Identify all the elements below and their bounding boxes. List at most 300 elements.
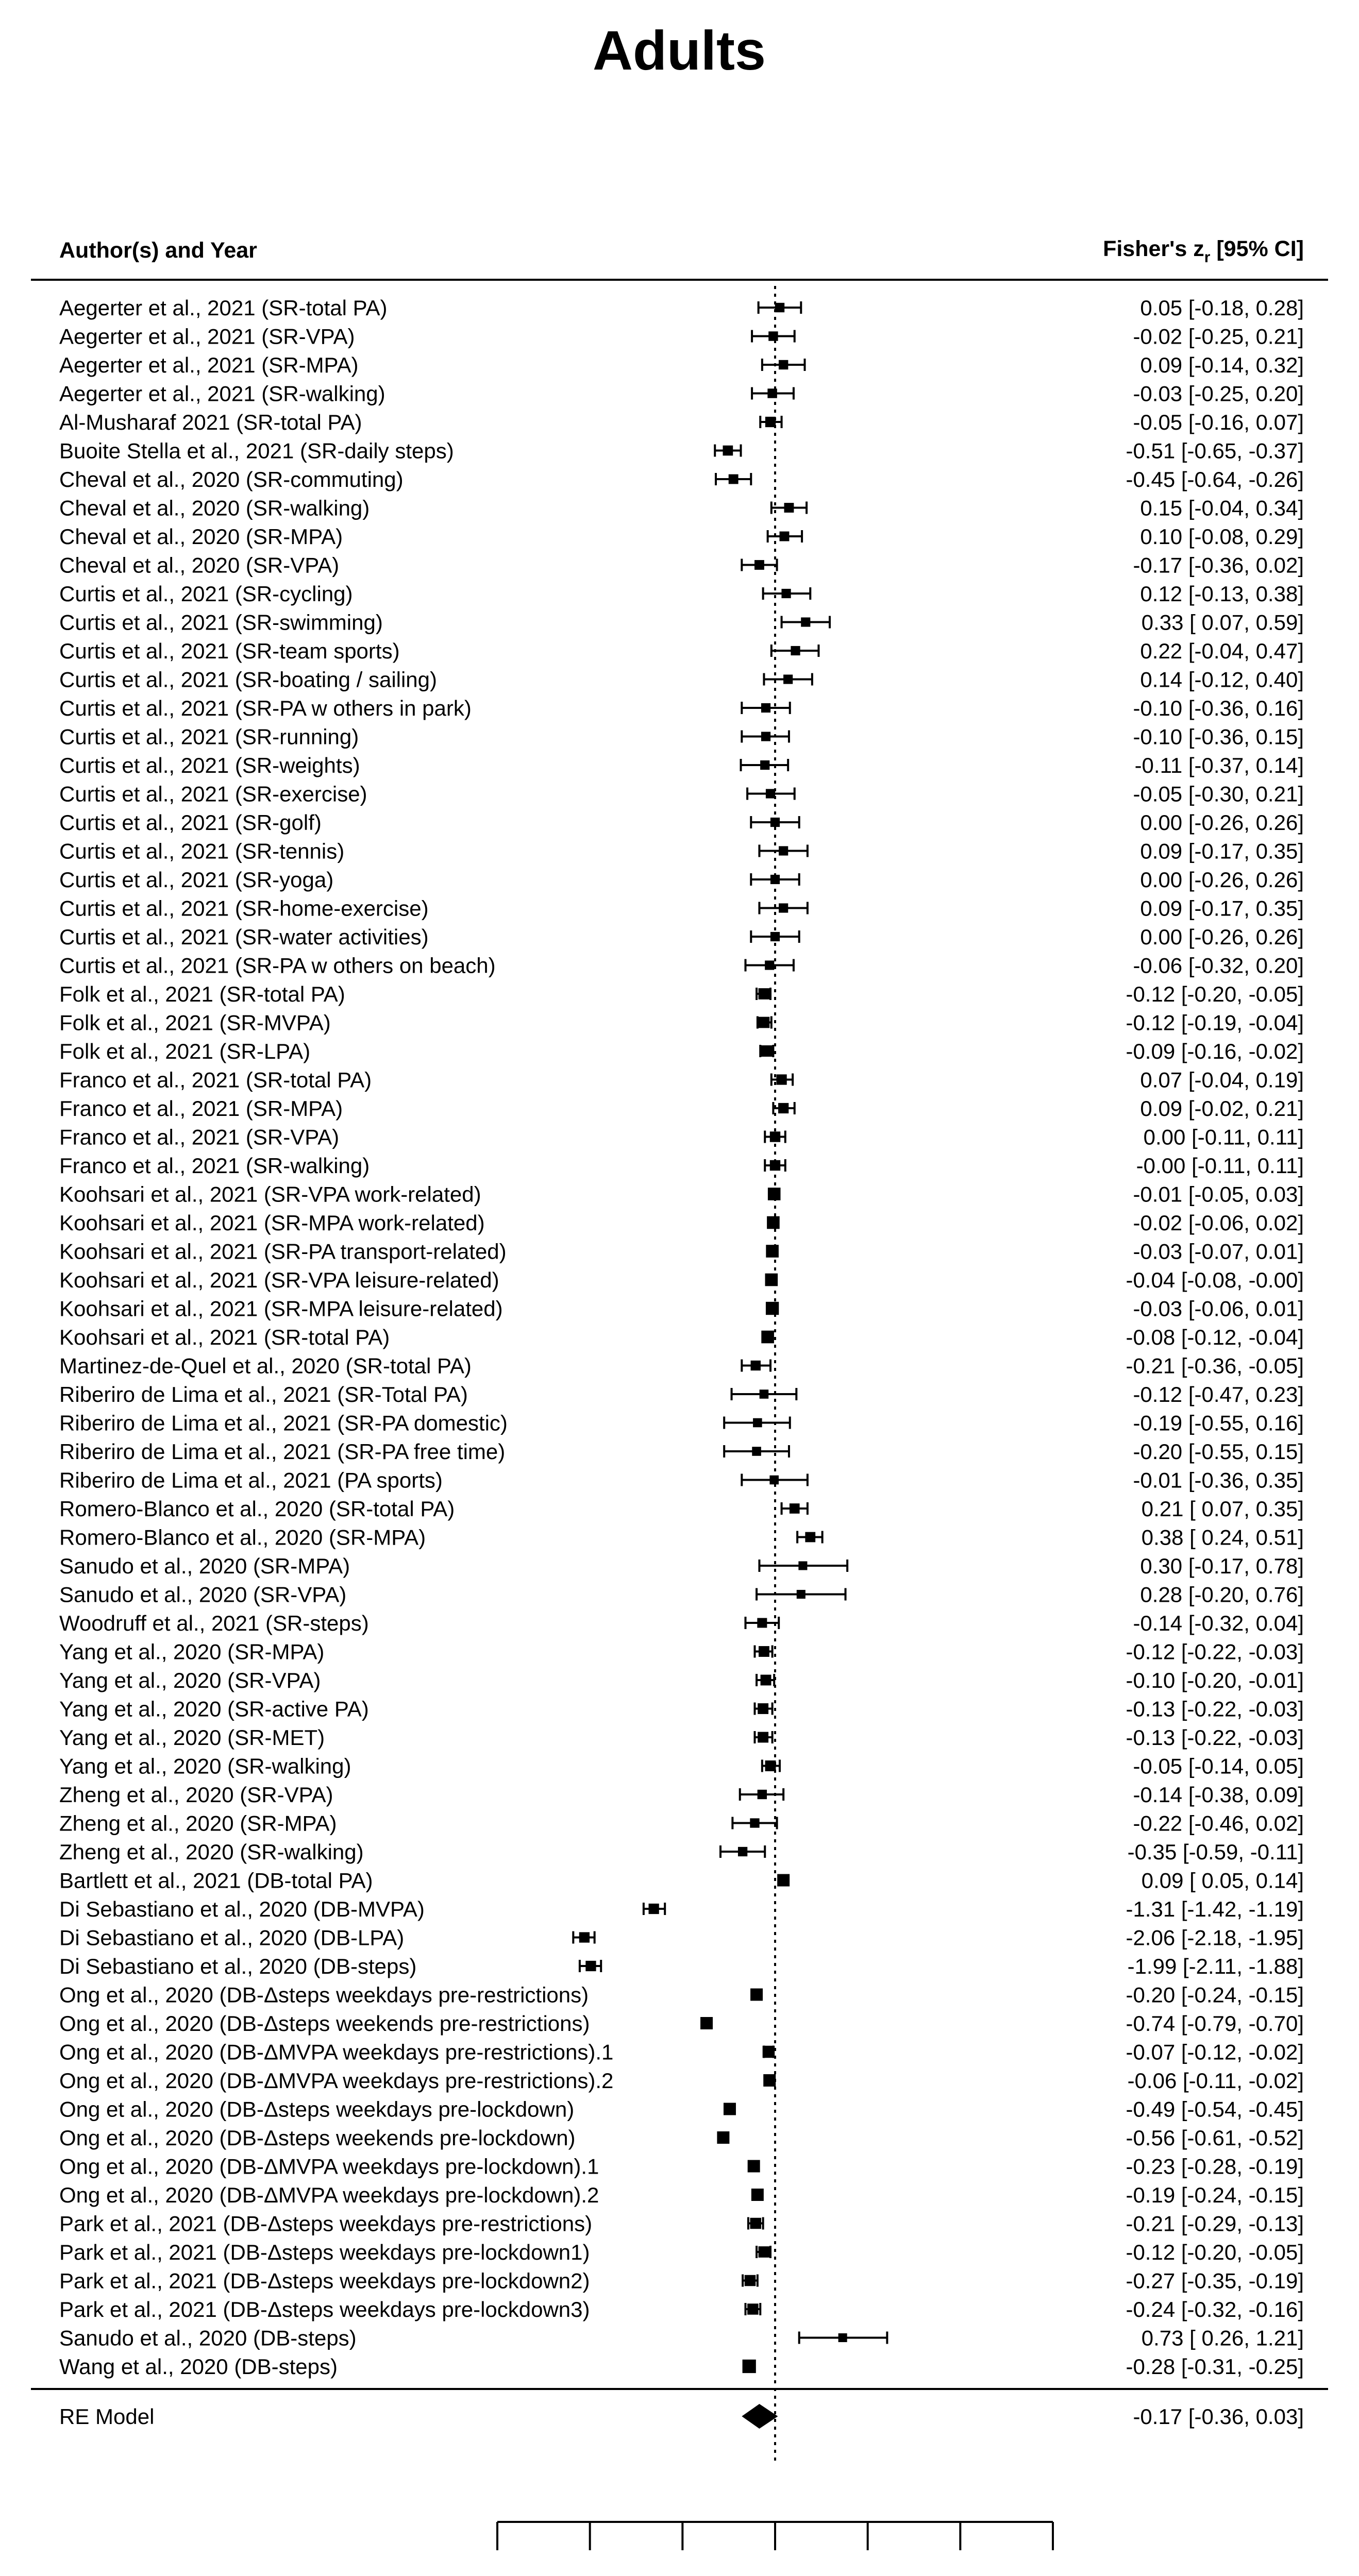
study-label: Ong et al., 2020 (DB-Δsteps weekdays pre-restrictions) [59, 1982, 589, 2007]
study-estimate-text: -0.56 [-0.61, -0.52] [1126, 2126, 1304, 2150]
study-estimate-text: -0.03 [-0.07, 0.01] [1133, 1239, 1304, 1264]
study-row [59, 325, 1304, 349]
study-estimate-text: -0.06 [-0.32, 0.20] [1133, 953, 1304, 978]
study-row [59, 2011, 1304, 2036]
point-estimate [761, 1675, 771, 1686]
study-row [59, 668, 1304, 692]
study-estimate-text: -0.19 [-0.24, -0.15] [1126, 2183, 1304, 2207]
study-row [59, 1125, 1304, 1149]
summary-estimate-text: -0.17 [-0.36, 0.03] [1133, 2404, 1304, 2429]
study-row [59, 725, 1304, 749]
study-estimate-text: 0.12 [-0.13, 0.38] [1140, 582, 1304, 606]
point-estimate [738, 1847, 747, 1856]
study-estimate-text: 0.22 [-0.04, 0.47] [1140, 639, 1304, 663]
study-label: Koohsari et al., 2021 (SR-PA transport-related) [59, 1239, 507, 1264]
point-estimate [750, 2218, 762, 2229]
point-estimate [757, 1618, 767, 1628]
study-row [59, 496, 1304, 520]
study-label: Riberiro de Lima et al., 2021 (SR-PA free time) [59, 1439, 506, 1464]
study-label: Curtis et al., 2021 (SR-weights) [59, 753, 360, 777]
study-estimate-text: -0.35 [-0.59, -0.11] [1127, 1840, 1304, 1864]
point-estimate [798, 1561, 807, 1570]
study-estimate-text: -0.01 [-0.36, 0.35] [1133, 1468, 1304, 1493]
header-right-sub: r [1204, 249, 1211, 266]
point-estimate [759, 1646, 769, 1657]
point-estimate [766, 789, 775, 798]
study-row [59, 1439, 1304, 1464]
study-estimate-text: -0.12 [-0.22, -0.03] [1126, 1639, 1304, 1664]
study-row [59, 1526, 1304, 1550]
study-label: Yang et al., 2020 (SR-MPA) [59, 1639, 325, 1664]
study-row [59, 2126, 1304, 2150]
study-row [59, 954, 1304, 978]
study-estimate-text: -0.12 [-0.19, -0.04] [1126, 1010, 1304, 1035]
study-row [59, 1554, 1304, 1578]
study-row [59, 1297, 1304, 1321]
study-label: Yang et al., 2020 (SR-MET) [59, 1725, 325, 1750]
point-estimate [770, 875, 780, 884]
study-label: Park et al., 2021 (DB-Δsteps weekdays pre-restrictions) [59, 2211, 593, 2236]
study-estimate-text: -0.19 [-0.55, 0.16] [1133, 1411, 1304, 1435]
study-row [59, 639, 1304, 663]
study-label: Curtis et al., 2021 (SR-exercise) [59, 782, 367, 806]
study-estimate-text: -2.06 [-2.18, -1.95] [1126, 1925, 1304, 1950]
study-label: Franco et al., 2021 (SR-total PA) [59, 1067, 372, 1092]
study-estimate-text: 0.05 [-0.18, 0.28] [1140, 296, 1304, 320]
study-label: Aegerter et al., 2021 (SR-walking) [59, 381, 385, 406]
study-label: Ong et al., 2020 (DB-Δsteps weekends pre-lockdown) [59, 2126, 576, 2150]
point-estimate [723, 446, 733, 456]
study-label: Aegerter et al., 2021 (SR-MPA) [59, 353, 359, 377]
study-label: Zheng et al., 2020 (SR-MPA) [59, 1811, 337, 1836]
study-label: Curtis et al., 2021 (SR-team sports) [59, 639, 400, 663]
point-estimate [759, 1017, 770, 1028]
study-estimate-text: -0.22 [-0.46, 0.02] [1133, 1811, 1304, 1836]
study-estimate-text: -0.17 [-0.36, 0.02] [1133, 553, 1304, 578]
summary-label: RE Model [59, 2404, 155, 2429]
study-estimate-text: -1.99 [-2.11, -1.88] [1127, 1954, 1304, 1978]
study-label: Folk et al., 2021 (SR-total PA) [59, 982, 345, 1006]
point-estimate [761, 732, 770, 741]
study-row [59, 782, 1304, 806]
study-estimate-text: -0.49 [-0.54, -0.45] [1126, 2097, 1304, 2122]
point-estimate [770, 932, 780, 941]
study-estimate-text: 0.38 [ 0.24, 0.51] [1141, 1525, 1304, 1550]
study-estimate-text: -0.12 [-0.20, -0.05] [1126, 982, 1304, 1006]
study-label: Park et al., 2021 (DB-Δsteps weekdays pre-lockdown3) [59, 2297, 590, 2321]
study-row [59, 1697, 1304, 1721]
point-estimate [783, 674, 793, 684]
point-estimate [579, 1932, 590, 1942]
study-row [59, 1983, 1304, 2007]
study-estimate-text: -0.09 [-0.16, -0.02] [1126, 1039, 1304, 1063]
study-estimate-text: 0.09 [-0.17, 0.35] [1140, 839, 1304, 863]
point-estimate [752, 1447, 761, 1456]
point-estimate [763, 2074, 776, 2087]
point-estimate [760, 760, 769, 770]
study-label: Romero-Blanco et al., 2020 (SR-MPA) [59, 1525, 426, 1550]
point-estimate [748, 2160, 760, 2173]
point-estimate [754, 560, 764, 570]
study-estimate-text: -0.74 [-0.79, -0.70] [1126, 2011, 1304, 2036]
study-estimate-text: -0.06 [-0.11, -0.02] [1127, 2069, 1304, 2093]
study-row [59, 382, 1304, 406]
study-label: Sanudo et al., 2020 (SR-VPA) [59, 1582, 347, 1607]
study-row [59, 753, 1304, 777]
study-estimate-text: -0.24 [-0.32, -0.16] [1126, 2297, 1304, 2321]
study-estimate-text: -0.10 [-0.36, 0.15] [1133, 724, 1304, 749]
study-estimate-text: 0.09 [-0.02, 0.21] [1140, 1096, 1304, 1121]
study-estimate-text: -1.31 [-1.42, -1.19] [1126, 1897, 1304, 1921]
study-label: Romero-Blanco et al., 2020 (SR-total PA) [59, 1497, 455, 1521]
study-row [59, 1954, 1304, 1978]
study-label: Curtis et al., 2021 (SR-PA w others on beach) [59, 953, 496, 978]
study-row [59, 1468, 1304, 1493]
study-row [59, 1811, 1304, 1836]
study-label: Koohsari et al., 2021 (SR-MPA leisure-related) [59, 1296, 503, 1321]
point-estimate [761, 1331, 774, 1344]
point-estimate [758, 1703, 768, 1714]
study-row [59, 896, 1304, 921]
study-row [59, 696, 1304, 720]
study-estimate-text: -0.28 [-0.31, -0.25] [1126, 2354, 1304, 2379]
study-estimate-text: -0.11 [-0.37, 0.14] [1134, 753, 1304, 777]
study-label: Curtis et al., 2021 (SR-golf) [59, 810, 322, 835]
study-estimate-text: 0.00 [-0.26, 0.26] [1140, 868, 1304, 892]
study-estimate-text: -0.10 [-0.20, -0.01] [1126, 1668, 1304, 1692]
study-label: Ong et al., 2020 (DB-ΔMVPA weekdays pre-restrictions).2 [59, 2069, 614, 2093]
point-estimate [790, 1503, 800, 1514]
study-estimate-text: -0.03 [-0.06, 0.01] [1133, 1296, 1304, 1321]
study-label: Curtis et al., 2021 (SR-swimming) [59, 610, 383, 635]
study-row [59, 1897, 1304, 1921]
study-estimate-text: 0.07 [-0.04, 0.19] [1140, 1067, 1304, 1092]
point-estimate [778, 1103, 788, 1113]
point-estimate [770, 1160, 780, 1171]
point-estimate [779, 360, 788, 369]
study-row [59, 1096, 1304, 1121]
study-row [59, 1268, 1304, 1292]
study-row [59, 2269, 1304, 2293]
study-estimate-text: 0.73 [ 0.26, 1.21] [1141, 2326, 1304, 2350]
study-estimate-text: -0.01 [-0.05, 0.03] [1133, 1182, 1304, 1207]
study-label: Ong et al., 2020 (DB-ΔMVPA weekdays pre-lockdown).1 [59, 2154, 599, 2179]
study-row [59, 2212, 1304, 2236]
point-estimate [767, 1216, 780, 1229]
study-row [59, 1382, 1304, 1406]
study-label: Riberiro de Lima et al., 2021 (SR-Total PA) [59, 1382, 468, 1406]
study-estimate-text: -0.14 [-0.32, 0.04] [1133, 1611, 1304, 1635]
point-estimate [761, 1045, 773, 1057]
point-estimate [784, 503, 794, 513]
point-estimate [745, 2275, 756, 2286]
study-label: Yang et al., 2020 (SR-VPA) [59, 1668, 321, 1692]
study-row [59, 1583, 1304, 1607]
header-right-prefix: Fisher's z [1103, 236, 1204, 261]
point-estimate [781, 589, 791, 598]
point-estimate [769, 1476, 779, 1485]
study-label: Koohsari et al., 2021 (SR-MPA work-related) [59, 1211, 485, 1235]
study-label: Curtis et al., 2021 (SR-cycling) [59, 582, 353, 606]
study-row [59, 868, 1304, 892]
study-row [59, 439, 1304, 463]
study-row [59, 553, 1304, 578]
study-estimate-text: 0.09 [-0.17, 0.35] [1140, 896, 1304, 921]
study-label: Cheval et al., 2020 (SR-walking) [59, 496, 370, 520]
summary-row [59, 2404, 1304, 2429]
point-estimate [585, 1961, 596, 1971]
study-label: Franco et al., 2021 (SR-VPA) [59, 1125, 340, 1149]
study-label: Ong et al., 2020 (DB-ΔMVPA weekdays pre-restrictions).1 [59, 2040, 614, 2064]
study-row [59, 1411, 1304, 1435]
study-label: Sanudo et al., 2020 (DB-steps) [59, 2326, 357, 2350]
study-estimate-text: -0.20 [-0.55, 0.15] [1133, 1439, 1304, 1464]
study-label: Riberiro de Lima et al., 2021 (PA sports) [59, 1468, 443, 1493]
point-estimate [759, 988, 770, 999]
point-estimate [765, 1274, 778, 1286]
study-row [59, 1325, 1304, 1349]
point-estimate [770, 818, 780, 827]
study-row [59, 611, 1304, 635]
study-row [59, 1869, 1304, 1893]
study-label: Koohsari et al., 2021 (SR-VPA leisure-related) [59, 1268, 499, 1292]
study-estimate-text: -0.45 [-0.64, -0.26] [1126, 467, 1304, 492]
study-estimate-text: -0.51 [-0.65, -0.37] [1126, 438, 1304, 463]
study-estimate-text: -0.10 [-0.36, 0.16] [1133, 696, 1304, 720]
study-row [59, 353, 1304, 377]
point-estimate [759, 2246, 770, 2258]
study-estimate-text: -0.23 [-0.28, -0.19] [1126, 2154, 1304, 2179]
study-label: Franco et al., 2021 (SR-walking) [59, 1154, 370, 1178]
study-row [59, 1039, 1304, 1063]
study-label: Al-Musharaf 2021 (SR-total PA) [59, 410, 362, 434]
study-estimate-text: -0.20 [-0.24, -0.15] [1126, 1982, 1304, 2007]
study-label: Curtis et al., 2021 (SR-running) [59, 724, 359, 749]
study-estimate-text: 0.28 [-0.20, 0.76] [1140, 1582, 1304, 1607]
study-label: Aegerter et al., 2021 (SR-VPA) [59, 324, 355, 349]
study-label: Park et al., 2021 (DB-Δsteps weekdays pre-lockdown2) [59, 2268, 590, 2293]
study-row [59, 982, 1304, 1006]
point-estimate [760, 1389, 769, 1399]
study-estimate-text: -0.03 [-0.25, 0.20] [1133, 381, 1304, 406]
study-label: Park et al., 2021 (DB-Δsteps weekdays pre-lockdown1) [59, 2240, 590, 2264]
study-label: Yang et al., 2020 (SR-walking) [59, 1754, 351, 1778]
study-label: Zheng et al., 2020 (SR-walking) [59, 1840, 364, 1864]
study-row [59, 1354, 1304, 1378]
point-estimate [838, 2333, 847, 2342]
study-row [59, 296, 1304, 320]
study-estimate-text: -0.02 [-0.06, 0.02] [1133, 1211, 1304, 1235]
study-label: Curtis et al., 2021 (SR-water activities) [59, 925, 429, 949]
point-estimate [780, 532, 790, 541]
header-right [1103, 236, 1304, 266]
point-estimate [776, 1074, 786, 1084]
study-label: Curtis et al., 2021 (SR-tennis) [59, 839, 345, 863]
point-estimate [779, 903, 788, 912]
study-label: Riberiro de Lima et al., 2021 (SR-PA domestic) [59, 1411, 508, 1435]
study-row [59, 1211, 1304, 1235]
study-label: Koohsari et al., 2021 (SR-total PA) [59, 1325, 390, 1349]
study-estimate-text: -0.00 [-0.11, 0.11] [1136, 1154, 1304, 1178]
study-estimate-text: -0.13 [-0.22, -0.03] [1126, 1697, 1304, 1721]
study-label: Curtis et al., 2021 (SR-PA w others in park) [59, 696, 472, 720]
point-estimate [717, 2131, 729, 2144]
point-estimate [758, 1790, 767, 1799]
study-label: Cheval et al., 2020 (SR-VPA) [59, 553, 340, 578]
chart-title: Adults [593, 19, 766, 81]
study-row [59, 1068, 1304, 1092]
point-estimate [765, 960, 774, 970]
study-row [59, 839, 1304, 863]
study-estimate-text: 0.09 [-0.14, 0.32] [1140, 353, 1304, 377]
study-label: Woodruff et al., 2021 (SR-steps) [59, 1611, 369, 1635]
point-estimate [775, 303, 784, 312]
study-row [59, 2240, 1304, 2264]
point-estimate [770, 1131, 780, 1142]
study-estimate-text: -0.14 [-0.38, 0.09] [1133, 1783, 1304, 1807]
point-estimate [766, 1302, 779, 1315]
study-estimate-text: -0.21 [-0.36, -0.05] [1126, 1353, 1304, 1378]
point-estimate [791, 646, 800, 655]
study-estimate-text: -0.05 [-0.14, 0.05] [1133, 1754, 1304, 1778]
study-label: Yang et al., 2020 (SR-active PA) [59, 1697, 369, 1721]
study-estimate-text: -0.21 [-0.29, -0.13] [1126, 2211, 1304, 2236]
study-label: Di Sebastiano et al., 2020 (DB-LPA) [59, 1925, 405, 1950]
point-estimate [729, 474, 739, 484]
study-label: Cheval et al., 2020 (SR-commuting) [59, 467, 404, 492]
point-estimate [743, 2360, 756, 2373]
study-estimate-text: -0.05 [-0.16, 0.07] [1133, 410, 1304, 434]
study-estimate-text: 0.00 [-0.26, 0.26] [1140, 925, 1304, 949]
study-estimate-text: -0.12 [-0.47, 0.23] [1133, 1382, 1304, 1406]
study-estimate-text: -0.02 [-0.25, 0.21] [1133, 324, 1304, 349]
study-estimate-text: 0.30 [-0.17, 0.78] [1140, 1554, 1304, 1578]
summary-diamond [742, 2404, 778, 2429]
study-label: Buoite Stella et al., 2021 (SR-daily steps) [59, 438, 454, 463]
study-row [59, 582, 1304, 606]
study-row [59, 2354, 1304, 2379]
point-estimate [761, 703, 770, 713]
study-estimate-text: 0.10 [-0.08, 0.29] [1140, 524, 1304, 549]
study-row [59, 1240, 1304, 1264]
study-row [59, 2097, 1304, 2122]
study-estimate-text: 0.14 [-0.12, 0.40] [1140, 667, 1304, 692]
study-row [59, 1926, 1304, 1950]
study-label: Wang et al., 2020 (DB-steps) [59, 2354, 338, 2379]
study-row [59, 1783, 1304, 1807]
study-row [59, 925, 1304, 949]
header-right-suffix: [95% CI] [1210, 236, 1304, 261]
point-estimate [758, 1732, 768, 1743]
study-row [59, 1497, 1304, 1521]
study-row [59, 1840, 1304, 1864]
point-estimate [751, 1361, 761, 1370]
study-estimate-text: -0.13 [-0.22, -0.03] [1126, 1725, 1304, 1750]
study-row [59, 1154, 1304, 1178]
point-estimate [750, 1818, 759, 1827]
study-label: Cheval et al., 2020 (SR-MPA) [59, 524, 343, 549]
point-estimate [751, 2189, 764, 2201]
study-row [59, 2326, 1304, 2350]
point-estimate [750, 1989, 763, 2001]
study-row [59, 1754, 1304, 1778]
point-estimate [805, 1532, 815, 1543]
point-estimate [753, 1418, 762, 1428]
study-estimate-text: -0.07 [-0.12, -0.02] [1126, 2040, 1304, 2064]
study-row [59, 810, 1304, 835]
study-estimate-text: 0.21 [ 0.07, 0.35] [1141, 1497, 1304, 1521]
study-row [59, 2183, 1304, 2207]
point-estimate [797, 1590, 806, 1599]
study-label: Franco et al., 2021 (SR-MPA) [59, 1096, 343, 1121]
study-label: Martinez-de-Quel et al., 2020 (SR-total PA) [59, 1353, 472, 1378]
study-estimate-text: 0.33 [ 0.07, 0.59] [1141, 610, 1304, 635]
study-row [59, 1725, 1304, 1750]
study-row [59, 1668, 1304, 1692]
point-estimate [765, 1760, 776, 1771]
header-left: Author(s) and Year [59, 238, 257, 263]
study-label: Ong et al., 2020 (DB-Δsteps weekdays pre-lockdown) [59, 2097, 575, 2122]
study-label: Aegerter et al., 2021 (SR-total PA) [59, 296, 388, 320]
point-estimate [763, 2046, 775, 2058]
study-estimate-text: -0.04 [-0.08, -0.00] [1126, 1268, 1304, 1292]
study-label: Di Sebastiano et al., 2020 (DB-steps) [59, 1954, 417, 1978]
study-row [59, 1011, 1304, 1035]
study-row [59, 467, 1304, 492]
study-row [59, 1611, 1304, 1635]
point-estimate [768, 1188, 781, 1200]
study-row [59, 1640, 1304, 1664]
point-estimate [747, 2303, 759, 2315]
point-estimate [766, 1245, 779, 1258]
study-label: Curtis et al., 2021 (SR-boating / sailing) [59, 667, 438, 692]
study-label: Sanudo et al., 2020 (SR-MPA) [59, 1554, 350, 1578]
study-row [59, 2155, 1304, 2179]
study-estimate-text: 0.00 [-0.11, 0.11] [1143, 1125, 1304, 1149]
study-estimate-text: -0.05 [-0.30, 0.21] [1133, 782, 1304, 806]
study-label: Zheng et al., 2020 (SR-VPA) [59, 1783, 333, 1807]
study-row [59, 524, 1304, 549]
study-label: Ong et al., 2020 (DB-ΔMVPA weekdays pre-lockdown).2 [59, 2183, 599, 2207]
study-label: Ong et al., 2020 (DB-Δsteps weekends pre-restrictions) [59, 2011, 590, 2036]
study-row [59, 410, 1304, 434]
point-estimate [765, 417, 776, 427]
study-label: Folk et al., 2021 (SR-MVPA) [59, 1010, 331, 1035]
study-estimate-text: 0.09 [ 0.05, 0.14] [1141, 1868, 1304, 1893]
point-estimate [724, 2103, 736, 2115]
study-row [59, 1182, 1304, 1207]
study-estimate-text: -0.27 [-0.35, -0.19] [1126, 2268, 1304, 2293]
point-estimate [768, 331, 778, 341]
study-rows [59, 296, 1304, 2379]
study-label: Folk et al., 2021 (SR-LPA) [59, 1039, 311, 1063]
study-label: Di Sebastiano et al., 2020 (DB-MVPA) [59, 1897, 425, 1921]
point-estimate [767, 388, 777, 398]
study-label: Bartlett et al., 2021 (DB-total PA) [59, 1868, 373, 1893]
study-row [59, 2069, 1304, 2093]
study-label: Koohsari et al., 2021 (SR-VPA work-related) [59, 1182, 481, 1207]
point-estimate [649, 1904, 659, 1914]
study-row [59, 2040, 1304, 2064]
point-estimate [777, 1874, 790, 1887]
study-label: Curtis et al., 2021 (SR-yoga) [59, 868, 334, 892]
study-estimate-text: -0.08 [-0.12, -0.04] [1126, 1325, 1304, 1349]
study-estimate-text: -0.12 [-0.20, -0.05] [1126, 2240, 1304, 2264]
x-axis [488, 2522, 1059, 2576]
study-estimate-text: 0.00 [-0.26, 0.26] [1140, 810, 1304, 835]
point-estimate [700, 2017, 713, 2029]
point-estimate [801, 617, 810, 626]
